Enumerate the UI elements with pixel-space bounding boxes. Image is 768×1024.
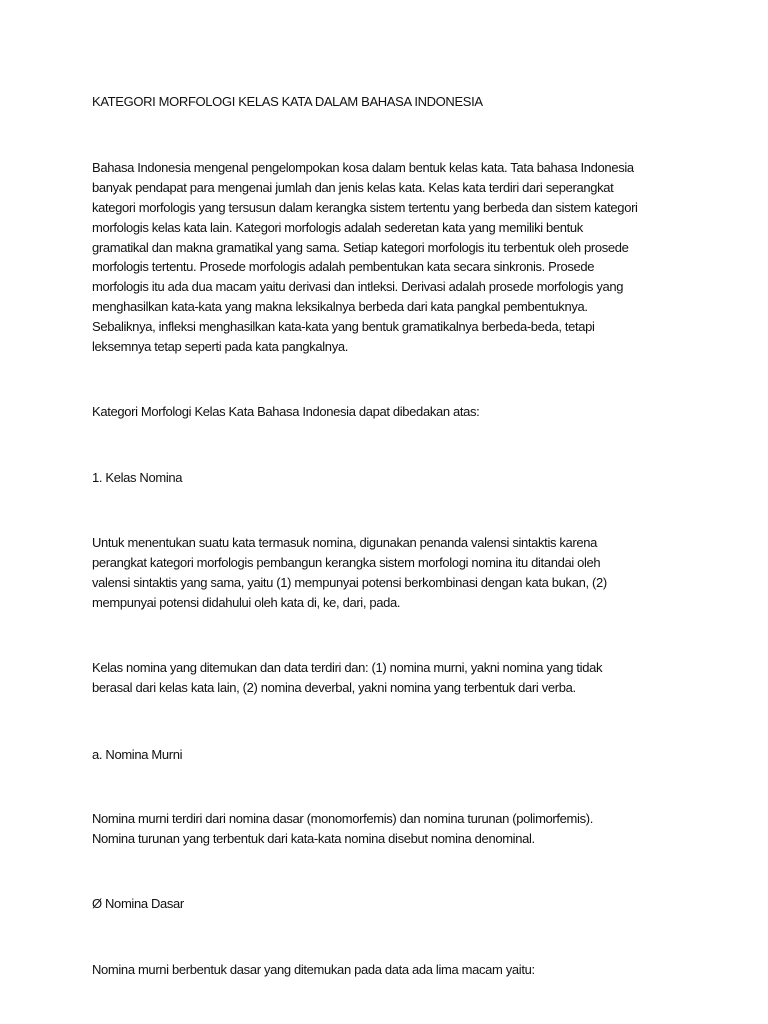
- text-line: menghasilkan kata-kata yang makna leksikalnya berbeda dari kata pangkal pembentuknya.: [92, 299, 588, 315]
- text-line: Bahasa Indonesia mengenal pengelompokan kosa dalam bentuk kelas kata. Tata bahasa Indonesia: [92, 160, 634, 175]
- text-line: perangkat kategori morfologis pembangun kerangka sistem morfologi nomina itu ditandai oleh: [92, 554, 601, 570]
- section-heading-nomina-dasar: [92, 894, 184, 914]
- text-line: morfologis tertentu. Prosede morfologis adalah pembentukan kata secara sinkronis. Prosede: [92, 259, 595, 275]
- nomina-criteria-paragraph: [92, 533, 607, 613]
- text-line: morfologis itu ada dua macam yaitu derivasi dan intleksi. Derivasi adalah prosede morfologis yang: [92, 279, 624, 295]
- text-line: Nomina murni berbentuk dasar yang ditemukan pada data ada lima macam yaitu:: [92, 962, 535, 977]
- text-line: 1. Kelas Nomina: [92, 470, 183, 485]
- text-line: Untuk menentukan suatu kata termasuk nomina, digunakan penanda valensi sintaktis karena: [92, 535, 598, 550]
- lead-paragraph: [92, 402, 479, 422]
- text-line: valensi sintaktis yang sama, yaitu (1) mempunyai potensi berkombinasi dengan kata bukan, (2): [92, 574, 607, 590]
- intro-paragraph: [92, 158, 638, 357]
- section-heading-kelas-nomina: [92, 468, 182, 488]
- text-line: kategori morfologis yang tersusun dalam kerangka sistem tertentu yang berbeda dan sistem kategori: [92, 199, 638, 215]
- text-line: Nomina turunan yang terbentuk dari kata-kata nomina disebut nomina denominal.: [92, 830, 535, 846]
- nomina-murni-paragraph: [92, 809, 593, 849]
- document-title: KATEGORI MORFOLOGI KELAS KATA DALAM BAHASA INDONESIA: [92, 94, 483, 109]
- text-line: Kelas nomina yang ditemukan dan data terdiri dan: (1) nomina murni, yakni nomina yang tidak: [92, 660, 603, 675]
- text-line: Sebaliknya, infleksi menghasilkan kata-kata yang bentuk gramatikalnya berbeda-beda, tetapi: [92, 319, 595, 335]
- text-line: mempunyai potensi didahului oleh kata di, ke, dari, pada.: [92, 594, 401, 610]
- text-line: leksemnya tetap seperti pada kata pangkalnya.: [92, 339, 348, 355]
- text-line: morfologis kelas kata lain. Kategori morfologis adalah sederetan kata yang memiliki bentuk: [92, 219, 583, 235]
- nomina-types-paragraph: [92, 658, 602, 698]
- text-line: Kategori Morfologi Kelas Kata Bahasa Indonesia dapat dibedakan atas:: [92, 404, 480, 419]
- text-line: a. Nomina Murni: [92, 747, 183, 762]
- text-line: Nomina murni terdiri dari nomina dasar (monomorfemis) dan nomina turunan (polimorfemis).: [92, 811, 593, 826]
- text-line: gramatikal dan makna gramatikal yang sama. Setiap kategori morfologis itu terbentuk oleh prosede: [92, 239, 629, 255]
- text-line: banyak pendapat para mengenai jumlah dan jenis kelas kata. Kelas kata terdiri dari seperangkat: [92, 179, 614, 195]
- text-line: berasal dari kelas kata lain, (2) nomina deverbal, yakni nomina yang terbentuk dari verba.: [92, 679, 576, 695]
- text-line: Ø Nomina Dasar: [92, 896, 184, 911]
- section-heading-nomina-murni: [92, 745, 182, 765]
- nomina-dasar-paragraph: [92, 960, 535, 980]
